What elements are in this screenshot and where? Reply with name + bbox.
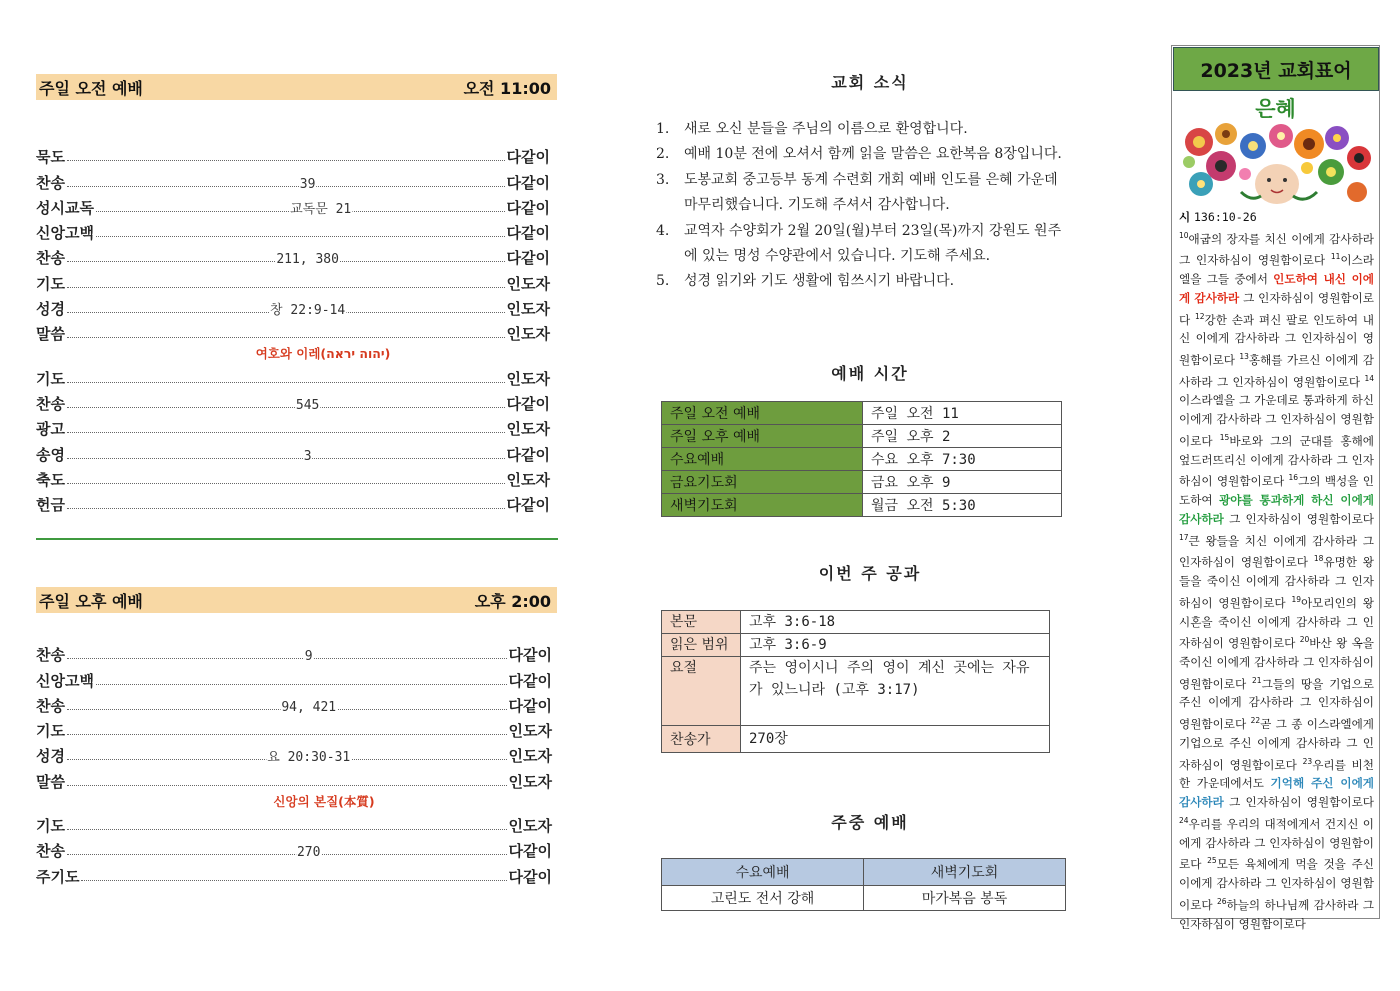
news-item: [656, 219, 1062, 270]
verse-number: 21: [1252, 675, 1262, 685]
order-row: [36, 294, 550, 319]
news-item-text: 교역자 수양회가 2월 20일(월)부터 23일(목)까지 강원도 원주에 있는 명성 수양관에서 있습니다. 기도해 주세요.: [684, 222, 1062, 265]
order-row: [36, 716, 552, 741]
section-divider: [36, 538, 558, 540]
order-row: [36, 490, 550, 515]
order-item-name: 찬송: [36, 842, 65, 861]
order-row: [36, 268, 550, 293]
order-row: [36, 811, 552, 836]
order-item-leader: 다같이: [508, 867, 552, 886]
order-row: [36, 465, 550, 490]
verse-text: 강한 손과 펴신 팔로 인도하여 내신 이에게 감사하라 그 인자하심이 영원함이로다: [1179, 312, 1374, 368]
order-item-value: 3: [303, 448, 312, 464]
verse-number: 12: [1194, 311, 1205, 321]
verse-ref-book: 시: [1179, 210, 1191, 224]
verse-text: 우리를 비천한 가운데에서도: [1179, 757, 1375, 791]
worship-time: 금요 오후 9: [863, 471, 1062, 494]
order-item-leader: 다같이: [506, 173, 550, 192]
order-item-leader: 다같이: [508, 842, 552, 861]
verse-highlight: 기억해 주신 이에게 감사하라: [1179, 776, 1374, 810]
order-item-name: 찬송: [36, 696, 65, 715]
verse-text: 아모리인의 왕 시혼을 죽이신 이에게 감사하라 그 인자하심이 영원함이로다: [1179, 595, 1374, 651]
news-item-number: 4.: [656, 222, 670, 239]
lesson-label: 본문: [662, 611, 741, 634]
verse-text: 큰 왕들을 치신 이에게 감사하라 그 인자하심이 영원함이로다: [1179, 533, 1374, 570]
motto-word: 은혜: [1255, 97, 1296, 121]
order-item-leader: 인도자: [506, 300, 550, 319]
lesson-title: 이번 주 공과: [818, 564, 922, 583]
leader-dots: [67, 750, 507, 766]
worship-time-row: [662, 402, 1062, 425]
midweek-value-wed: 고린도 전서 강해: [662, 886, 864, 911]
worship-name: 새벽기도회: [662, 494, 863, 517]
verse-text: 그 인자하심이 영원함이로다: [1179, 290, 1374, 327]
verse-number: 24: [1179, 815, 1189, 825]
order-item-name: 성시교독: [36, 198, 94, 217]
order-item-name: 말씀: [36, 325, 65, 344]
order-item-name: 광고: [36, 420, 65, 439]
order-item-value: 270: [296, 845, 321, 861]
verse-number: 19: [1291, 594, 1301, 604]
order-item-name: 찬송: [36, 394, 65, 413]
lesson-value: 고후 3:6-9: [741, 634, 1050, 657]
leader-dots: [96, 684, 507, 685]
order-row: [36, 439, 550, 464]
midweek-title: 주중 예배: [831, 813, 909, 832]
morning-service-title: 주일 오전 예배: [39, 78, 143, 98]
order-item-leader: 인도자: [508, 772, 552, 791]
order-item-name: 기도: [36, 274, 65, 293]
order-row: [36, 836, 552, 861]
order-row: [36, 691, 552, 716]
leader-dots: [67, 397, 505, 413]
order-item-leader: 다같이: [506, 445, 550, 464]
order-row: [36, 218, 550, 243]
morning-service-header: [36, 74, 557, 100]
order-item-leader: 다같이: [508, 646, 552, 665]
verse-text: 그 인자하심이 영원함이로다: [1223, 795, 1374, 810]
afternoon-sermon-title: 신앙의 본질(本質): [273, 793, 375, 809]
order-item-name: 축도: [36, 470, 65, 489]
order-row: [36, 319, 550, 344]
order-item-leader: 인도자: [506, 420, 550, 439]
morning-order-list: [36, 142, 550, 515]
verse-number: 10: [1179, 230, 1189, 240]
lesson-value: 270장: [741, 726, 1050, 753]
leader-dots: [67, 845, 507, 861]
midweek-value-dawn: 마가복음 봉독: [864, 886, 1066, 911]
verse-highlight: 광야를 통과하게 하신 이에게 감사하라: [1179, 493, 1374, 526]
order-item-value: 교독문 21: [289, 198, 352, 217]
motto-title: 2023년 교회표어: [1173, 47, 1379, 91]
lesson-row: [662, 657, 1050, 726]
lesson-table: [661, 610, 1050, 753]
leader-dots: [67, 734, 507, 735]
news-item-text: 성경 읽기와 기도 생활에 힘쓰시기 바랍니다.: [684, 273, 955, 290]
verse-number: 22: [1250, 716, 1261, 726]
verse-text: 이스라엘을 그들 중에서: [1179, 253, 1374, 287]
order-item-name: 기도: [36, 369, 65, 388]
afternoon-service-time: 오후 2:00: [474, 591, 551, 611]
worship-time-row: [662, 471, 1062, 494]
order-item-value: 39: [299, 176, 316, 192]
verse-number: 23: [1302, 756, 1313, 766]
verse-text: 이스라엘을 그 가운데로 통과하게 하신 이에게 감사하라 그 인자하심이 영원함이로다: [1179, 393, 1374, 448]
order-item-name: 기도: [36, 817, 65, 836]
order-item-name: 신앙고백: [36, 671, 94, 690]
worship-time-row: [662, 448, 1062, 471]
order-item-name: 기도: [36, 722, 65, 741]
motto-verse-text: [1179, 208, 1374, 933]
verse-text: 하늘의 하나님께 감사하라 그 인자하심이 영원함이로다: [1179, 897, 1374, 931]
verse-number: 14: [1364, 373, 1374, 383]
order-item-leader: 다같이: [506, 148, 550, 167]
verse-text: 바로와 그의 군대를 홍해에 엎드러뜨리신 이에게 감사하라 그 인자하심이 영원함이로다: [1179, 433, 1374, 489]
order-item-leader: 인도자: [508, 722, 552, 741]
order-item-name: 주기도: [36, 867, 80, 886]
midweek-header-wed: 수요예배: [662, 859, 864, 886]
verse-number: 18: [1313, 554, 1324, 564]
leader-dots: [67, 382, 505, 383]
order-item-leader: 인도자: [506, 470, 550, 489]
news-title: 교회 소식: [831, 73, 909, 92]
verse-number: 17: [1179, 532, 1189, 542]
order-row: [36, 167, 550, 192]
news-item: [656, 269, 1062, 294]
news-item-text: 도봉교회 중고등부 동계 수련회 개회 예배 인도를 은혜 가운데 마무리했습니다. 기도해 주셔서 감사합니다.: [684, 171, 1058, 214]
leader-dots: [67, 252, 505, 268]
lesson-label: 읽은 범위: [662, 634, 741, 657]
afternoon-order-list: [36, 640, 552, 887]
verse-number: 26: [1216, 896, 1227, 906]
lesson-label: 요절: [662, 657, 741, 726]
leader-dots: [67, 448, 505, 464]
lesson-value: 주는 영이시니 주의 영이 계신 곳에는 자유가 있느니라 (고후 3:17): [741, 657, 1050, 726]
verse-number: 11: [1330, 252, 1341, 262]
leader-dots: [81, 880, 506, 881]
order-item-leader: 다같이: [506, 224, 550, 243]
worship-name: 금요기도회: [662, 471, 863, 494]
worship-name: 주일 오전 예배: [662, 402, 863, 425]
verse-text: 곧 그 종 이스라엘에게 기업으로 주신 이에게 감사하라 그 인자하심이 영원함이로다: [1179, 717, 1374, 772]
lesson-row: [662, 611, 1050, 634]
order-item-name: 성경: [36, 300, 65, 319]
order-item-value: 545: [295, 397, 320, 413]
midweek-table: [661, 858, 1066, 911]
verse-text: 모든 육체에게 먹을 것을 주신 이에게 감사하라 그 인자하심이 영원함이로다: [1179, 857, 1374, 912]
verse-ref: 136:10-26: [1193, 210, 1257, 224]
verse-text: 애굽의 장자를 치신 이에게 감사하라 그 인자하심이 영원함이로다: [1179, 231, 1374, 268]
news-item: [656, 117, 1062, 142]
order-item-leader: 인도자: [508, 817, 552, 836]
order-item-leader: 다같이: [508, 696, 552, 715]
order-item-leader: 다같이: [506, 198, 550, 217]
order-item-value: 요 20:30-31: [266, 746, 351, 765]
leader-dots: [67, 699, 507, 715]
verse-text: 바산 왕 옥을 죽이신 이에게 감사하라 그 인자하심이 영원함이로다: [1179, 636, 1374, 691]
order-item-leader: 인도자: [506, 369, 550, 388]
worship-time-row: [662, 425, 1062, 448]
order-item-value: 94, 421: [281, 699, 337, 715]
order-row: [36, 193, 550, 218]
order-item-name: 찬송: [36, 173, 65, 192]
leader-dots: [67, 432, 505, 433]
leader-dots: [67, 176, 505, 192]
verse-text: 홍해를 가르신 이에게 감사하라 그 인자하심이 영원함이로다: [1179, 353, 1374, 389]
verse-text: 우리를 우리의 대적에게서 건지신 이에게 감사하라 그 인자하심이 영원함이로다: [1179, 816, 1374, 872]
order-row: [36, 142, 550, 167]
morning-sermon-title: 여호와 이레(יהוה יראה): [255, 346, 391, 362]
order-row: [36, 665, 552, 690]
leader-dots: [96, 201, 505, 217]
order-item-name: 헌금: [36, 496, 65, 515]
order-item-leader: 다같이: [506, 496, 550, 515]
leader-dots: [67, 337, 505, 338]
order-item-leader: 다같이: [506, 394, 550, 413]
verse-number: 13: [1239, 352, 1249, 362]
order-item-name: 신앙고백: [36, 224, 94, 243]
worship-time-row: [662, 494, 1062, 517]
worship-name: 수요예배: [662, 448, 863, 471]
worship-time: 주일 오후 2: [863, 425, 1062, 448]
order-row: [36, 414, 550, 439]
order-item-name: 송영: [36, 445, 65, 464]
leader-dots: [67, 649, 507, 665]
morning-service-time: 오전 11:00: [463, 78, 551, 98]
order-row: [36, 766, 552, 791]
verse-number: 25: [1207, 856, 1217, 866]
order-row: [36, 741, 552, 766]
news-item-number: 5.: [656, 273, 670, 290]
verse-text: 그의 백성을 인도하여: [1179, 474, 1374, 508]
order-item-leader: 다같이: [506, 249, 550, 268]
leader-dots: [67, 483, 505, 484]
worship-name: 주일 오후 예배: [662, 425, 863, 448]
verse-number: 15: [1219, 433, 1230, 443]
news-item-text: 새로 오신 분들을 주님의 이름으로 환영합니다.: [684, 121, 968, 137]
order-item-value: 9: [304, 649, 313, 665]
news-list: [656, 117, 1062, 295]
order-row: [36, 243, 550, 268]
verse-text: 그들의 땅을 기업으로 주신 이에게 감사하라 그 인자하심이 영원함이로다: [1179, 676, 1374, 732]
order-item-value: 창 22:9-14: [269, 299, 346, 318]
worship-time: 월금 오전 5:30: [863, 494, 1062, 517]
order-item-name: 성경: [36, 747, 65, 766]
order-row: [36, 861, 552, 886]
order-item-name: 찬송: [36, 249, 65, 268]
leader-dots: [67, 160, 505, 161]
order-item-leader: 다같이: [508, 671, 552, 690]
leader-dots: [67, 785, 507, 786]
order-item-value: 211, 380: [276, 252, 339, 268]
verse-number: 16: [1288, 473, 1299, 483]
lesson-row: [662, 634, 1050, 657]
news-item-number: 1.: [656, 121, 670, 137]
order-item-leader: 인도자: [506, 274, 550, 293]
order-item-name: 찬송: [36, 646, 65, 665]
leader-dots: [67, 287, 505, 288]
worship-time: 수요 오후 7:30: [863, 448, 1062, 471]
afternoon-service-title: 주일 오후 예배: [39, 591, 143, 611]
order-item-leader: 인도자: [506, 325, 550, 344]
lesson-label: 찬송가: [662, 726, 741, 753]
order-row: [36, 640, 552, 665]
lesson-row: [662, 726, 1050, 753]
leader-dots: [67, 508, 505, 509]
verse-number: 20: [1299, 635, 1310, 645]
leader-dots: [96, 236, 505, 237]
order-item-name: 말씀: [36, 772, 65, 791]
afternoon-service-header: [36, 587, 557, 613]
news-item: [656, 168, 1062, 219]
news-item: [656, 142, 1062, 167]
order-row: [36, 363, 550, 388]
order-row: [36, 389, 550, 414]
news-item-number: 2.: [656, 146, 670, 163]
verse-highlight: 인도하여 내신 이에게 감사하라: [1179, 272, 1374, 305]
leader-dots: [67, 303, 505, 319]
news-item-number: 3.: [656, 171, 670, 188]
lesson-value: 고후 3:6-18: [741, 611, 1050, 634]
verse-text: 그 인자하심이 영원함이로다: [1223, 511, 1374, 526]
leader-dots: [67, 829, 507, 830]
worship-times-title: 예배 시간: [831, 364, 909, 383]
news-item-text: 예배 10분 전에 오셔서 함께 읽을 말씀은 요한복음 8장입니다.: [684, 146, 1062, 163]
midweek-header-dawn: 새벽기도회: [864, 859, 1066, 886]
worship-time: 주일 오전 11: [863, 402, 1062, 425]
order-item-name: 묵도: [36, 148, 65, 167]
flower-illustration: [1181, 122, 1373, 208]
worship-times-table: [661, 401, 1062, 517]
verse-text: 유명한 왕들을 죽이신 이에게 감사하라 그 인자하심이 영원함이로다: [1179, 555, 1374, 610]
order-item-leader: 인도자: [508, 747, 552, 766]
